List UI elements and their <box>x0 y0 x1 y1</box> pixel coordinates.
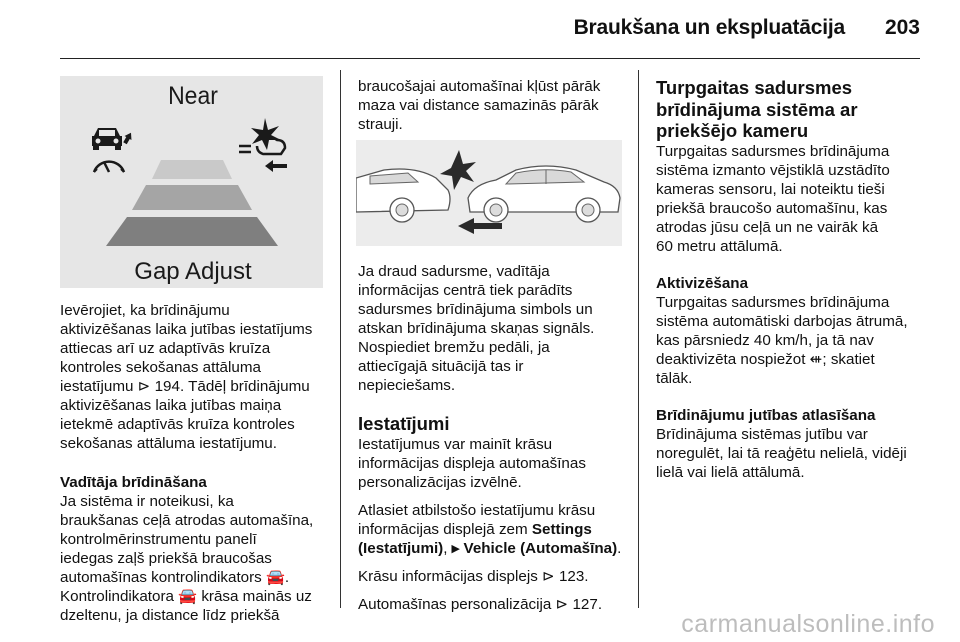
settings-path-text: Atlasiet atbilstošo iestatījumu krāsu informācijas displejā zem <box>358 501 596 538</box>
paragraph-collision-warning: Ja draud sadursme, vadītāja informācijas centrā tiek parādīts sadursmes brīdinājuma simbols un atskan brīdinājuma skaņas signāls. Nospiediet bremžu pedāli, ja attiecīgajā situācijā tas ir nepieciešams. <box>358 263 595 394</box>
vehicle-menu-label: Vehicle (Automašīna) <box>459 539 618 557</box>
settings-path-separator: , <box>443 539 452 557</box>
page-number: 203 <box>884 16 920 39</box>
watermark-text: carmanualsonline.info <box>681 610 935 638</box>
column-divider-1 <box>340 70 341 608</box>
paragraph-driver-alert: Ja sistēma ir noteikusi, ka braukšanas ceļā atrodas automašīna, kontrolmērinstrumentu panelī iedegas zaļš priekšā braucošas automašīnas kontrolindikators 🚘. Kontrolindikatora 🚘 krāsa mainās uz dzeltenu, ja distance līdz priekšā <box>60 493 314 624</box>
column-3 <box>656 77 922 494</box>
gap-bar-far <box>106 217 278 246</box>
submenu-arrow-icon: ▸ <box>451 539 460 557</box>
figure-label-near: Near <box>168 82 218 111</box>
settings-path-end: . <box>617 539 622 557</box>
gap-adjust-illustration <box>60 76 323 288</box>
header-divider <box>60 58 920 59</box>
impact-star-icon <box>440 150 476 190</box>
page-title: Braukšana un ekspluatācija <box>573 16 845 39</box>
gap-adjust-figure <box>60 76 323 288</box>
vehicle-ahead <box>468 166 620 222</box>
paragraph-sensitivity: Brīdinājuma sistēmas jutību var noregulēt, lai tā reaģētu nelielā, vidēji lielā vai lielā attālumā. <box>656 425 907 481</box>
column-2-lower <box>358 262 630 626</box>
gap-bar-near <box>152 160 232 179</box>
subheading-driver-alert: Vadītāja brīdināšana <box>60 474 207 491</box>
reference-vehicle-personalization: Automašīnas personalizācija ⊳ 127. <box>358 595 603 613</box>
paragraph-distance-too-small: braucošajai automašīnai kļūst pārāk maza vai distance samazinās pārāk strauji. <box>358 78 601 133</box>
paragraph-warning-sensitivity: Ievērojiet, ka brīdinājumu aktivizēšanas laika jutības iestatījums attiecas arī uz adaptīvās kruīza kontroles sekošanas attāluma iestatījumu ⊳ 194. Tādēļ brīdinājumu aktivizēšanas laika jutības maiņa ietekmē adaptīvās kruīza kontroles sekošanas attāluma iestatījumu. <box>60 302 313 452</box>
collision-illustration <box>356 140 622 246</box>
heading-forward-collision-alert: Turpgaitas sadursmes brīdinājuma sistēma ar priekšējo kameru <box>656 77 858 141</box>
subheading-sensitivity-selection: Brīdinājumu jutības atlasīšana <box>656 406 876 424</box>
collision-figure <box>356 140 622 246</box>
column-2 <box>358 77 630 146</box>
column-divider-2 <box>638 70 639 608</box>
figure-label-gap-adjust: Gap Adjust <box>134 258 252 285</box>
following-car <box>356 169 450 222</box>
vehicle-ahead-icon <box>92 128 134 172</box>
paragraph-camera-system: Turpgaitas sadursmes brīdinājuma sistēma izmanto vējstiklā uzstādīto kameras sensoru, lai noteiktu tieši priekšā braucošo automašīnu, kas atrodas jūsu ceļā un ne vairāk kā 60 metru attālumā. <box>656 142 890 255</box>
heading-settings: Iestatījumi <box>358 413 450 434</box>
reference-color-info-display: Krāsu informācijas displejs ⊳ 123. <box>358 567 589 585</box>
paragraph-settings-intro: Iestatījumus var mainīt krāsu informācijas displeja automašīnas personalizācijas izvēlnē. <box>358 435 586 491</box>
subheading-activation: Aktivizēšana <box>656 274 749 292</box>
settings-menu-label: Settings (Iestatījumi) <box>358 520 592 557</box>
column-1 <box>60 301 330 637</box>
gap-bar-medium <box>132 185 252 210</box>
paragraph-activation: Turpgaitas sadursmes brīdinājuma sistēma automātiski darbojas ātrumā, kas pārsniedz 40 km/h, ja tā nav deaktivizēta nospiežot ⇺; skatiet tālāk. <box>656 293 908 387</box>
collision-alert-icon <box>239 118 287 172</box>
paragraph-settings-path <box>358 501 630 558</box>
